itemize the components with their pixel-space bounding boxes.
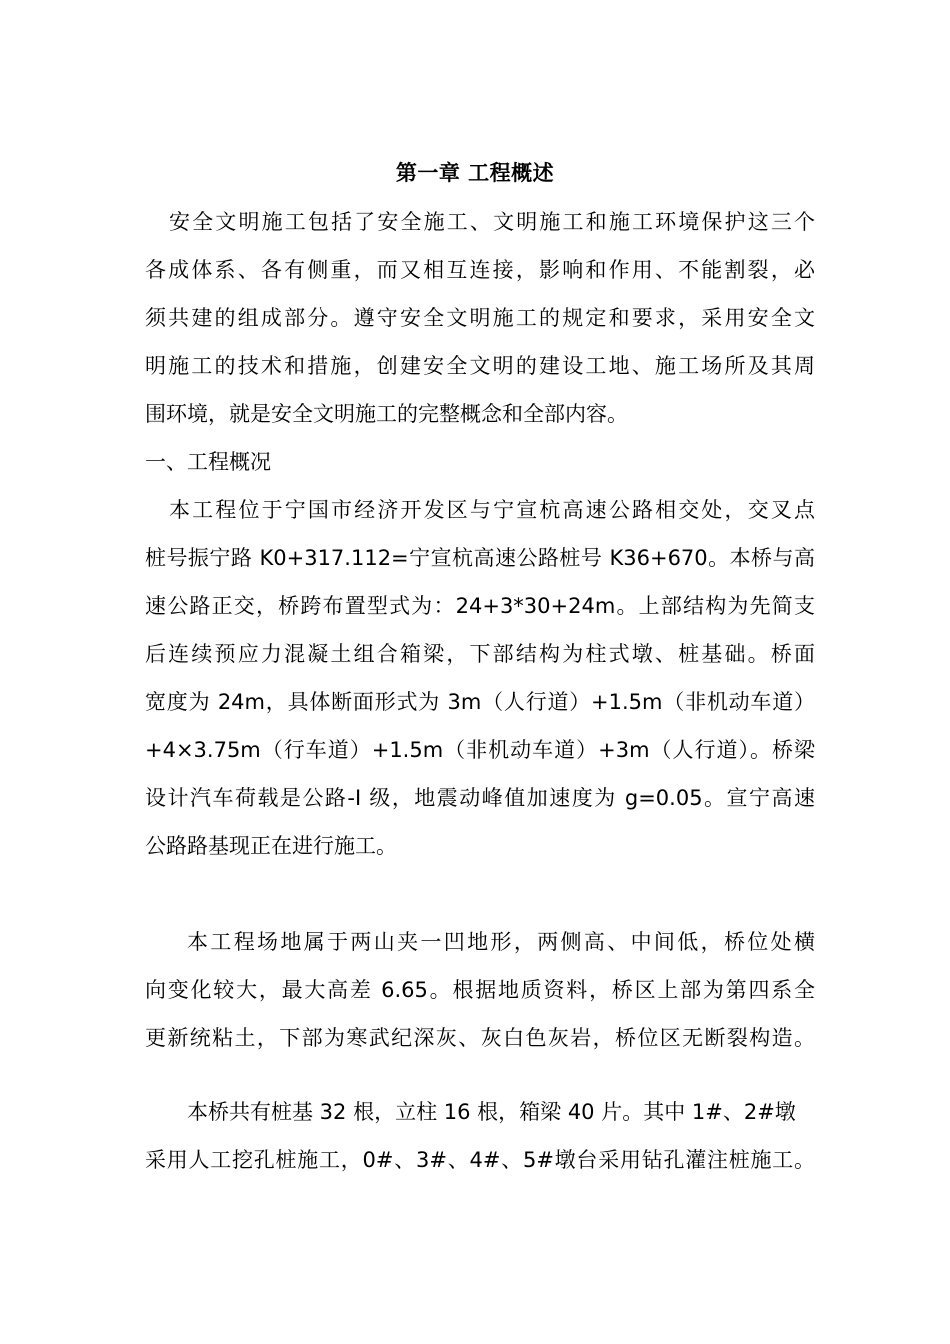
para1-line-4: 后连续预应力混凝土组合箱梁，下部结构为柱式墩、桩基础。桥面 bbox=[145, 642, 815, 666]
para1-line-8: 公路路基现正在进行施工。 bbox=[145, 834, 397, 858]
para1-line-1: 本工程位于宁国市经济开发区与宁宣杭高速公路相交处，交叉点 bbox=[169, 498, 815, 522]
intro-line-1: 安全文明施工包括了安全施工、文明施工和施工环境保护这三个 bbox=[169, 210, 815, 234]
intro-line-2: 各成体系、各有侧重，而又相互连接，影响和作用、不能割裂，必 bbox=[145, 258, 815, 282]
para3-line-2: 采用人工挖孔桩施工，0#、3#、4#、5#墩台采用钻孔灌注桩施工。 bbox=[145, 1148, 815, 1172]
para1-line-7: 设计汽车荷载是公路-I 级，地震动峰值加速度为 g=0.05。宣宁高速 bbox=[145, 786, 815, 810]
para1-line-3: 速公路正交，桥跨布置型式为：24+3*30+24m。上部结构为先简支 bbox=[145, 594, 815, 618]
para1-line-5: 宽度为 24m，具体断面形式为 3m（人行道）+1.5m（非机动车道） bbox=[145, 690, 815, 714]
section-heading: 一、工程概况 bbox=[145, 450, 271, 474]
para2-line-3: 更新统粘土，下部为寒武纪深灰、灰白色灰岩，桥位区无断裂构造。 bbox=[145, 1026, 815, 1050]
intro-line-4: 明施工的技术和措施，创建安全文明的建设工地、施工场所及其周 bbox=[145, 354, 815, 378]
para2-line-2: 向变化较大，最大高差 6.65。根据地质资料，桥区上部为第四系全 bbox=[145, 978, 815, 1002]
chapter-title: 第一章 工程概述 bbox=[395, 161, 555, 185]
para2-line-1: 本工程场地属于两山夹一凹地形，两侧高、中间低，桥位处横 bbox=[187, 930, 815, 954]
para3-line-1: 本桥共有桩基 32 根，立柱 16 根，箱梁 40 片。其中 1#、2#墩 bbox=[187, 1100, 796, 1124]
para1-line-6: +4×3.75m（行车道）+1.5m（非机动车道）+3m（人行道）。桥梁 bbox=[145, 738, 815, 762]
para1-line-2: 桩号振宁路 K0+317.112=宁宣杭高速公路桩号 K36+670。本桥与高 bbox=[145, 546, 815, 570]
intro-line-5: 围环境，就是安全文明施工的完整概念和全部内容。 bbox=[145, 402, 628, 426]
intro-line-3: 须共建的组成部分。遵守安全文明施工的规定和要求，采用安全文 bbox=[145, 306, 815, 330]
